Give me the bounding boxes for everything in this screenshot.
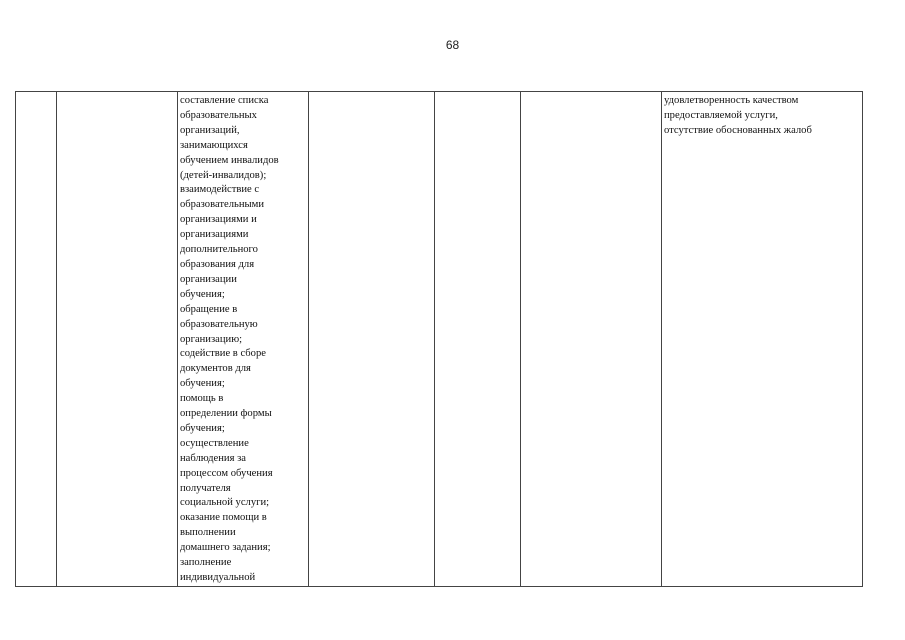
table-cell-column-6: [521, 92, 662, 587]
table-cell-column-4: [309, 92, 435, 587]
table-cell-service-name: [57, 92, 178, 587]
document-table: [15, 91, 863, 587]
page-number: 68: [445, 38, 460, 52]
service-description-text: составление списка образовательных организаций, занимающихся обучением инвалидов (детей-инвалидов); взаимодействие с образовательными организациями и организациями дополнительного образования для организации обучения; обращение в образовательную организацию; содействие в сборе документов для обучения; помощь в определении формы обучения; осуществление наблюдения за процессом обучения получателя социальной услуги; оказание помощи в выполнении домашнего задания; заполнение индивидуальной: [180, 95, 279, 583]
quality-indicators-text: удовлетворенность качеством предоставляемой услуги, отсутствие обоснованных жалоб: [664, 95, 812, 136]
table-cell-quality-indicators: [662, 92, 863, 587]
table-cell-column-5: [435, 92, 521, 587]
table-cell-number: [16, 92, 57, 587]
table-cell-service-description: [178, 92, 309, 587]
table-row: [16, 92, 863, 587]
